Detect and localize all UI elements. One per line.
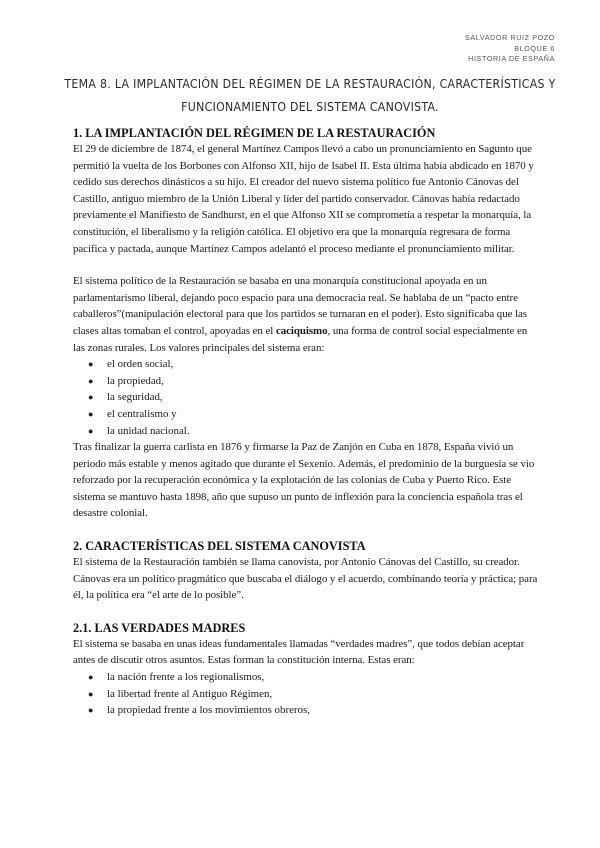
bullet-icon: ● (88, 672, 94, 683)
author-header (355, 33, 555, 65)
section-1-heading: 1. LA IMPLANTACIÓN DEL RÉGIMEN DE LA RESTAURACIÓN (73, 126, 436, 140)
section-2-paragraph-1: El sistema de la Restauración también se llama canovista, por Antonio Cánovas del Castillo, su creador. Cánovas era un político pragmático que buscaba el diálogo y el acuerdo, combinando teoría y práctica; para él, la política era “el arte de lo posible”. (73, 556, 538, 602)
bullet-icon: ● (88, 408, 94, 419)
author-subject: HISTORIA DE ESPAÑA (468, 54, 555, 63)
list-item: ● la unidad nacional. (73, 423, 541, 440)
author-block: BLOQUE 6 (514, 43, 555, 53)
list-item: ● la libertad frente al Antiguo Régimen, (73, 686, 541, 703)
section-1-paragraph-3: Tras finalizar la guerra carlista en 1876 y firmarse la Paz de Zanjón en Cuba en 1878, España vivió un periodo más estable y menos agitado que durante el Sexenio. Además, el predominio de la burguesía se vio reforzado por la recuperación económica y la explotación de las colonias de Cuba y Puerto Rico. Este sistema se mantuvo hasta 1898, año que supuso un punto de inflexión para la conciencia española tras el desastre colonial. (73, 441, 535, 520)
section-1-paragraph-2 (73, 273, 541, 356)
title-line-1: TEMA 8. LA IMPLANTACIÓN DEL RÉGIMEN DE LA RESTAURACIÓN, CARACTERÍSTICAS Y (64, 77, 556, 91)
list-item: ● la nación frente a los regionalismos, (73, 669, 541, 686)
list-item: ● la propiedad, (73, 373, 541, 390)
bullet-icon: ● (88, 359, 94, 370)
caciquismo-keyword: caciquismo (275, 324, 328, 337)
section-2-1-heading: 2.1. LAS VERDADES MADRES (73, 620, 246, 635)
bullet-icon: ● (88, 705, 94, 716)
title-line-2: FUNCIONAMIENTO DEL SISTEMA CANOVISTA. (181, 100, 439, 114)
document-body (73, 125, 541, 719)
section-2-1-paragraph-1: El sistema se basaba en unas ideas fundamentales llamadas “verdades madres”, que todos debían aceptar antes de discutir otros asuntos. Estas forman la constitución interna. Estas eran: (73, 637, 525, 667)
truths-list (73, 669, 541, 719)
section-2-heading: 2. CARACTERÍSTICAS DEL SISTEMA CANOVISTA (73, 539, 366, 554)
values-list (73, 356, 541, 439)
document-title (60, 73, 560, 119)
list-item: ● la seguridad, (73, 389, 541, 406)
bullet-icon: ● (88, 375, 94, 386)
bullet-icon: ● (88, 688, 94, 699)
section-1-paragraph-1: El 29 de diciembre de 1874, el general Martínez Campos llevó a cabo un pronunciamiento en Sagunto que permitió la vuelta de los Borbones con Alfonso XII, hijo de Isabel II. Esta última había abdicado en 1870 y cedido sus derechos dinásticos a su hijo. El creador del nuevo sistema político fue Antonio Cánovas del Castillo, antiguo miembro de la Unión Liberal y líder del partido conservador. Cánovas había redactado previamente el Manifiesto de Sandhurst, en el que Alfonso XII se comprometía a respetar la monarquía, la constitución, el liberalismo y la religión católica. El objetivo era que la monarquía regresara de forma pacífica y pactada, aunque Martínez Campos adelantó el proceso mediante el pronunciamiento militar. (73, 143, 534, 255)
bullet-icon: ● (88, 425, 94, 436)
author-name: SALVADOR RUIZ POZO (464, 33, 555, 42)
para2-text-after: , una forma de control social especialmente en las zonas rurales. Los valores principales del sistema eran: (73, 324, 528, 354)
list-item: ● la propiedad frente a los movimientos obreros, (73, 702, 541, 719)
bullet-icon: ● (88, 392, 94, 403)
list-item: ● el centralismo y (73, 406, 541, 423)
para2-text-before: El sistema político de la Restauración se basaba en una monarquía constitucional apoyada en un parlamentarismo liberal, dejando poco espacio para una democracia real. Se hablaba de un “pacto entre caballeros”(manipulación electoral para que los partidos se turnaran en el poder). Esto significaba que las clases altas tomaban el control, apoyadas en el (73, 275, 527, 337)
list-item: ● el orden social, (73, 356, 541, 373)
